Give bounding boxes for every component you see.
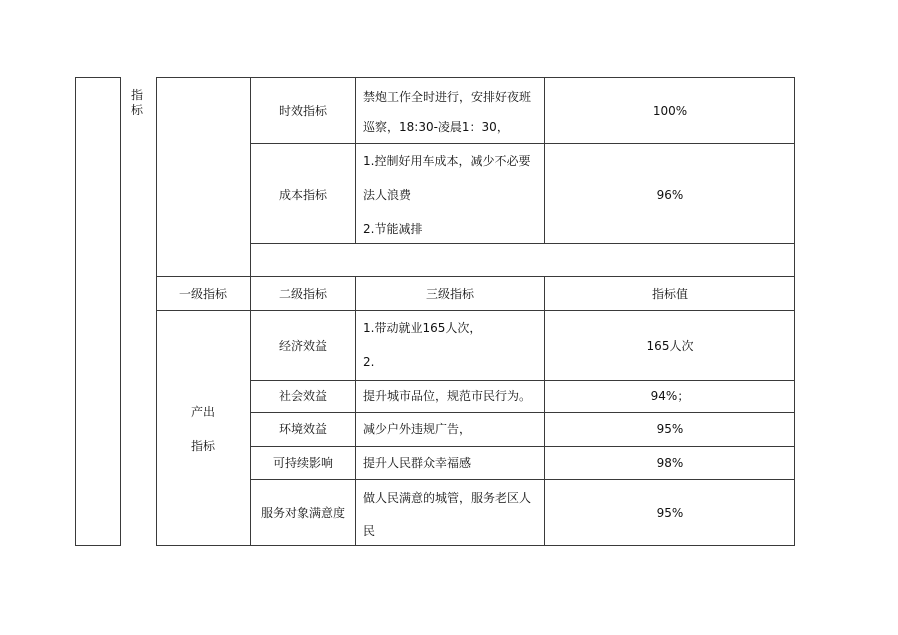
environmental-benefit-detail: 减少户外违规广告， bbox=[363, 422, 472, 436]
sustainable-impact-label: 可持续影响 bbox=[272, 456, 334, 470]
satisfaction-detail-line1: 做人民满意的城管，服务老区人 bbox=[363, 491, 532, 505]
time-indicator-detail-line1: 禁炮工作全时进行，安排好夜班 bbox=[363, 90, 532, 104]
social-benefit-detail: 提升城市品位，规范市民行为。 bbox=[363, 389, 532, 403]
grid-line bbox=[75, 77, 121, 78]
grid-line bbox=[355, 77, 356, 244]
grid-line bbox=[544, 77, 545, 244]
economic-benefit-detail-line2: 2. bbox=[363, 355, 375, 369]
social-benefit-label: 社会效益 bbox=[278, 389, 328, 403]
grid-line bbox=[794, 77, 795, 546]
grid-line bbox=[75, 545, 121, 546]
sustainable-impact-detail: 提升人民群众幸福感 bbox=[363, 456, 472, 470]
social-benefit-value: 94%； bbox=[650, 389, 690, 403]
grid-line bbox=[156, 77, 795, 78]
header-value: 指标值 bbox=[651, 287, 689, 301]
environmental-benefit-value: 95% bbox=[656, 422, 684, 436]
grid-line bbox=[250, 446, 795, 447]
grid-line bbox=[156, 545, 795, 546]
header-level3: 三级指标 bbox=[425, 287, 475, 301]
grid-line bbox=[250, 479, 795, 480]
economic-benefit-detail-line1: 1.带动就业165人次， bbox=[363, 321, 482, 335]
satisfaction-label: 服务对象满意度 bbox=[260, 506, 346, 520]
output-group-label-line1: 产出 bbox=[190, 405, 216, 419]
grid-line bbox=[75, 77, 76, 546]
grid-line bbox=[250, 380, 795, 381]
side-label: 指标 bbox=[130, 88, 143, 117]
grid-line bbox=[120, 77, 121, 546]
grid-line bbox=[250, 243, 795, 244]
sustainable-impact-value: 98% bbox=[656, 456, 684, 470]
cost-indicator-label: 成本指标 bbox=[278, 188, 328, 202]
grid-line bbox=[156, 77, 157, 546]
grid-line bbox=[156, 310, 795, 311]
header-level2: 二级指标 bbox=[278, 287, 328, 301]
header-level1: 一级指标 bbox=[178, 287, 228, 301]
economic-benefit-label: 经济效益 bbox=[278, 339, 328, 353]
cost-indicator-detail-line3: 2.节能减排 bbox=[363, 222, 423, 236]
grid-line bbox=[250, 412, 795, 413]
economic-benefit-value: 165人次 bbox=[646, 339, 694, 353]
grid-line bbox=[250, 143, 795, 144]
grid-line bbox=[250, 77, 251, 546]
output-group-label-line2: 指标 bbox=[190, 439, 216, 453]
time-indicator-value: 100% bbox=[652, 104, 688, 118]
grid-line bbox=[156, 276, 795, 277]
satisfaction-detail-line2: 民 bbox=[363, 524, 376, 538]
cost-indicator-detail-line1: 1.控制好用车成本，减少不必要 bbox=[363, 154, 531, 168]
time-indicator-detail-line2: 巡察，18:30-凌晨1：30， bbox=[363, 120, 509, 134]
satisfaction-value: 95% bbox=[656, 506, 684, 520]
environmental-benefit-label: 环境效益 bbox=[278, 422, 328, 436]
cost-indicator-detail-line2: 法人浪费 bbox=[363, 188, 412, 202]
time-indicator-label: 时效指标 bbox=[278, 104, 328, 118]
cost-indicator-value: 96% bbox=[656, 188, 684, 202]
